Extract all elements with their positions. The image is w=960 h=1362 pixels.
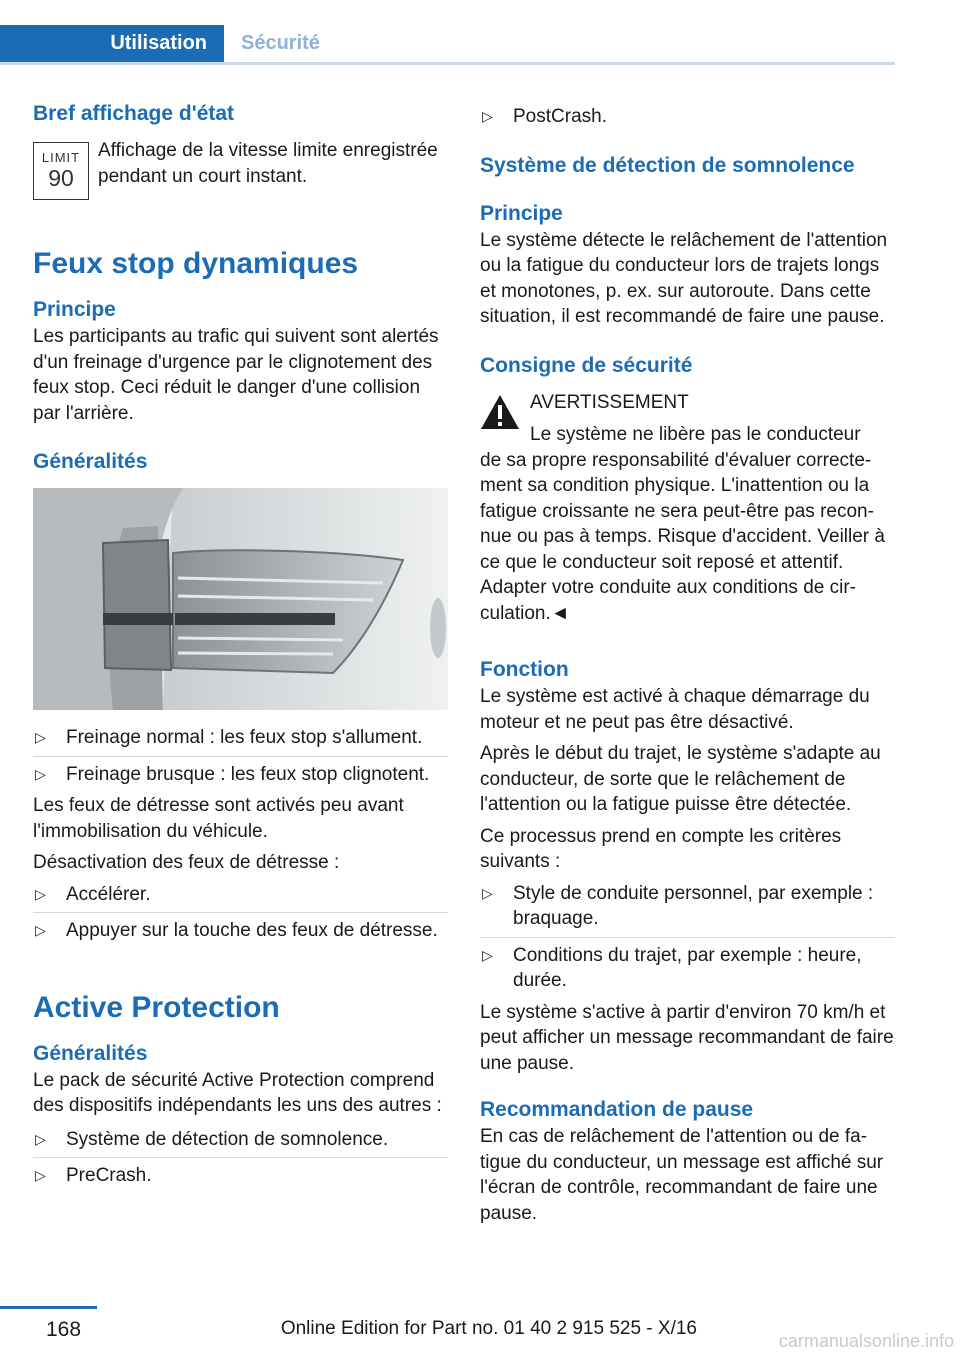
list-item: ▷ Appuyer sur la touche des feux de détresse. [33, 918, 448, 944]
triangle-bullet-icon: ▷ [35, 765, 46, 782]
detresse-text: Les feux de détresse sont activés peu avant l'immobilisation du véhicule. [33, 795, 404, 842]
triangle-bullet-icon: ▷ [35, 1130, 46, 1147]
warning-label: AVERTISSEMENT [530, 391, 689, 413]
warning-text: de sa propre responsabilité d'évaluer correctement sa condition physique. L'inattention ou la fatigue croissante ne sera peut-être pas reconnue ou pas à temps. Risque d'accident. Veiller à ce que le conducteur soit reposé et attentif. Adapter votre conduite aux conditions de circulation.◄ [480, 449, 885, 624]
postcrash-list [480, 104, 895, 130]
recommandation-text: En cas de relâchement de l'attention ou de fatigue du conducteur, un message est affiché sur l'écran de contrôle, recommandant de faire une pause. [480, 1126, 884, 1224]
triangle-bullet-icon: ▷ [35, 922, 46, 938]
list-item: ▷ Style de conduite personnel, par exemple : braquage. [482, 882, 874, 929]
braking-list [33, 725, 448, 787]
divider [33, 1157, 448, 1158]
list-item: ▷ PostCrash. [480, 104, 895, 130]
tab-securite[interactable]: Sécurité [241, 32, 320, 54]
feux-stop-heading: Feux stop dynamiques [33, 247, 359, 280]
triangle-bullet-icon: ▷ [482, 108, 493, 124]
bref-affichage-heading: Bref affichage d'état [33, 102, 235, 125]
limit-row [33, 138, 448, 200]
generalites2-heading: Généralités [33, 1041, 148, 1065]
list-item: ▷ Freinage brusque : les feux stop clignotent. [33, 762, 448, 788]
principe-right-heading: Principe [480, 201, 563, 225]
bref-affichage-text: Affichage de la vitesse limite enregistrée pendant un court instant. [98, 140, 438, 187]
divider [480, 937, 895, 938]
recommandation-heading: Recommandation de pause [480, 1098, 754, 1121]
principe-heading: Principe [33, 298, 116, 321]
consigne-heading: Consigne de sécurité [480, 353, 693, 377]
warning-row [480, 390, 895, 448]
generalites-heading: Généralités [33, 450, 148, 473]
active-protection-text: Le pack de sécurité Active Protection comprend des dispositifs indépendants les uns des autres : [33, 1069, 442, 1116]
watermark-link[interactable]: carmanualsonline.info [778, 1331, 954, 1351]
fonction-heading: Fonction [480, 658, 569, 681]
tab-utilisation[interactable]: Utilisation [0, 25, 224, 62]
right-column [480, 100, 895, 1226]
principe-text: Les participants au trafic qui suivent sont alertés d'un freinage d'urgence par le clignotement des feux stop. Ceci réduit le danger d'une collision par l'arrière. [33, 326, 439, 424]
warning-first-line: Le système ne libère pas le conducteur [530, 424, 861, 445]
principe-right-text: Le système détecte le relâchement de l'attention ou la fatigue du conducteur lors de trajets longs et monotones, p. ex. sur autoroute. Dans cette situation, il est recommandé de faire une pause. [480, 229, 888, 327]
triangle-bullet-icon: ▷ [482, 946, 493, 963]
page-number: 168 [46, 1318, 82, 1341]
warning-head [530, 390, 861, 448]
footer-accent-line [0, 1306, 97, 1309]
desactivation-list [33, 882, 448, 944]
limit-icon-value: 90 [48, 165, 74, 191]
divider [33, 912, 448, 913]
fonction-text-4: Le système s'active à partir d'environ 70 km/h et peut afficher un message recommandant de faire une pause. [480, 1001, 894, 1074]
left-column [33, 100, 448, 1189]
somnolence-heading: Système de détection de somnolence [480, 153, 855, 177]
speed-limit-icon [33, 142, 89, 200]
tail-light-image [33, 488, 448, 710]
triangle-bullet-icon: ▷ [35, 729, 46, 745]
fonction-text-1: Le système est activé à chaque démarrage du moteur et ne peut pas être désactivé. [480, 686, 870, 733]
fonction-text-3: Ce processus prend en compte les critères suivants : [480, 825, 842, 872]
active-protection-list [33, 1127, 448, 1189]
desactivation-text: Désactivation des feux de détresse : [33, 852, 340, 873]
fonction-text-2: Après le début du trajet, le système s'adapte au conducteur, de sorte que le relâchement de l'attention ou la fatigue puisse être détectée. [480, 743, 881, 815]
limit-icon-label: LIMIT [41, 150, 81, 165]
list-item: ▷ Accélérer. [33, 882, 448, 908]
edition-text: Online Edition for Part no. 01 40 2 915 525 - X/16 [280, 1318, 697, 1339]
header-tabbar [0, 25, 895, 65]
list-item: ▷ Conditions du trajet, par exemple : heure, durée. [482, 944, 862, 991]
list-item: ▷ Système de détection de somnolence. [33, 1127, 448, 1153]
triangle-bullet-icon: ▷ [35, 1167, 46, 1183]
list-item: ▷ PreCrash. [33, 1163, 448, 1189]
active-protection-heading: Active Protection [33, 990, 280, 1024]
divider [33, 756, 448, 757]
list-item: ▷ Freinage normal : les feux stop s'allument. [33, 725, 448, 751]
criteres-list [480, 881, 895, 994]
triangle-bullet-icon: ▷ [482, 884, 493, 901]
warning-triangle-icon [480, 394, 520, 430]
triangle-bullet-icon: ▷ [35, 885, 46, 902]
